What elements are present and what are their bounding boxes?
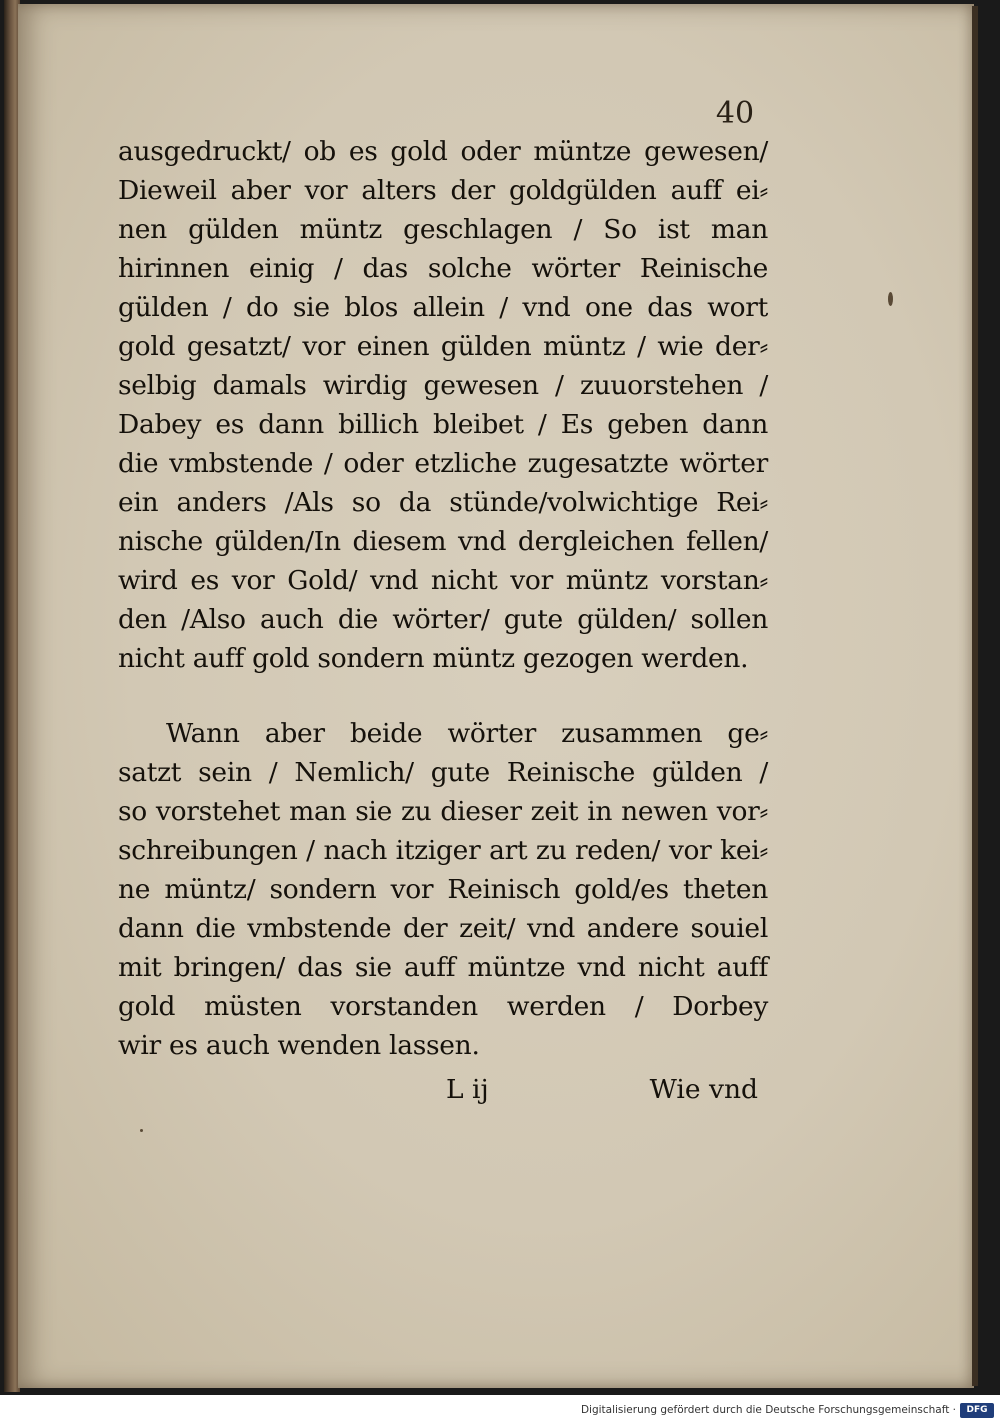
body-text	[118, 132, 768, 1065]
text-line: Wann aber beide wörter zusammen ge⸗	[166, 718, 768, 749]
text-line: gold müsten vorstanden werden / Dorbey	[118, 991, 768, 1022]
text-line: nen gülden müntz geschlagen / So ist man	[118, 214, 768, 245]
catchword: Wie vnd	[649, 1074, 758, 1105]
page-number: 40	[715, 96, 755, 131]
page-edge	[972, 6, 978, 1386]
paragraph-2	[118, 714, 768, 1065]
text-line: dann die vmbstende der zeit/ vnd andere souiel	[118, 913, 768, 944]
text-line: ein anders /Als so da stünde/volwichtige Rei⸗	[118, 487, 768, 518]
paper-speck	[888, 292, 893, 306]
text-line: nicht auff gold sondern müntz gezogen werden.	[118, 643, 749, 674]
text-line: schreibungen / nach itziger art zu reden/ vor kei⸗	[118, 835, 768, 866]
text-line: ne müntz/ sondern vor Reinisch gold/es theten	[118, 874, 768, 905]
text-line: satzt sein / Nemlich/ gute Reinische gülden /	[118, 757, 768, 788]
text-line: wird es vor Gold/ vnd nicht vor müntz vorstan⸗	[118, 565, 768, 596]
text-line: nische gülden/In diesem vnd dergleichen fellen/	[118, 526, 768, 557]
paper-speck	[140, 1129, 143, 1132]
text-line: ausgedruckt/ ob es gold oder müntze gewesen/	[118, 136, 768, 167]
text-line: gülden / do sie blos allein / vnd one das wort	[118, 292, 768, 323]
text-line: hirinnen einig / das solche wörter Reinische	[118, 253, 768, 284]
page-foot-line	[118, 1074, 768, 1114]
paragraph-1	[118, 132, 768, 678]
text-line: die vmbstende / oder etzliche zugesatzte wörter	[118, 448, 768, 479]
footer-bar	[0, 1400, 1000, 1425]
funding-credit: Digitalisierung gefördert durch die Deutsche Forschungsgemeinschaft ·	[580, 1404, 956, 1416]
text-line: wir es auch wenden lassen.	[118, 1030, 480, 1061]
text-line: Dabey es dann billich bleibet / Es geben dann	[118, 409, 768, 440]
text-line: Dieweil aber vor alters der goldgülden auff ei⸗	[118, 175, 768, 206]
dfg-logo-icon: DFG	[960, 1403, 994, 1418]
signature-mark: L ij	[446, 1074, 489, 1105]
text-line: gold gesatzt/ vor einen gülden müntz / wie der⸗	[118, 331, 768, 362]
text-line: den /Also auch die wörter/ gute gülden/ sollen	[118, 604, 768, 635]
text-line: mit bringen/ das sie auff müntze vnd nicht auff	[118, 952, 768, 983]
text-line: so vorstehet man sie zu dieser zeit in newen vor⸗	[118, 796, 768, 827]
text-line: selbig damals wirdig gewesen / zuuorstehen /	[118, 370, 768, 401]
